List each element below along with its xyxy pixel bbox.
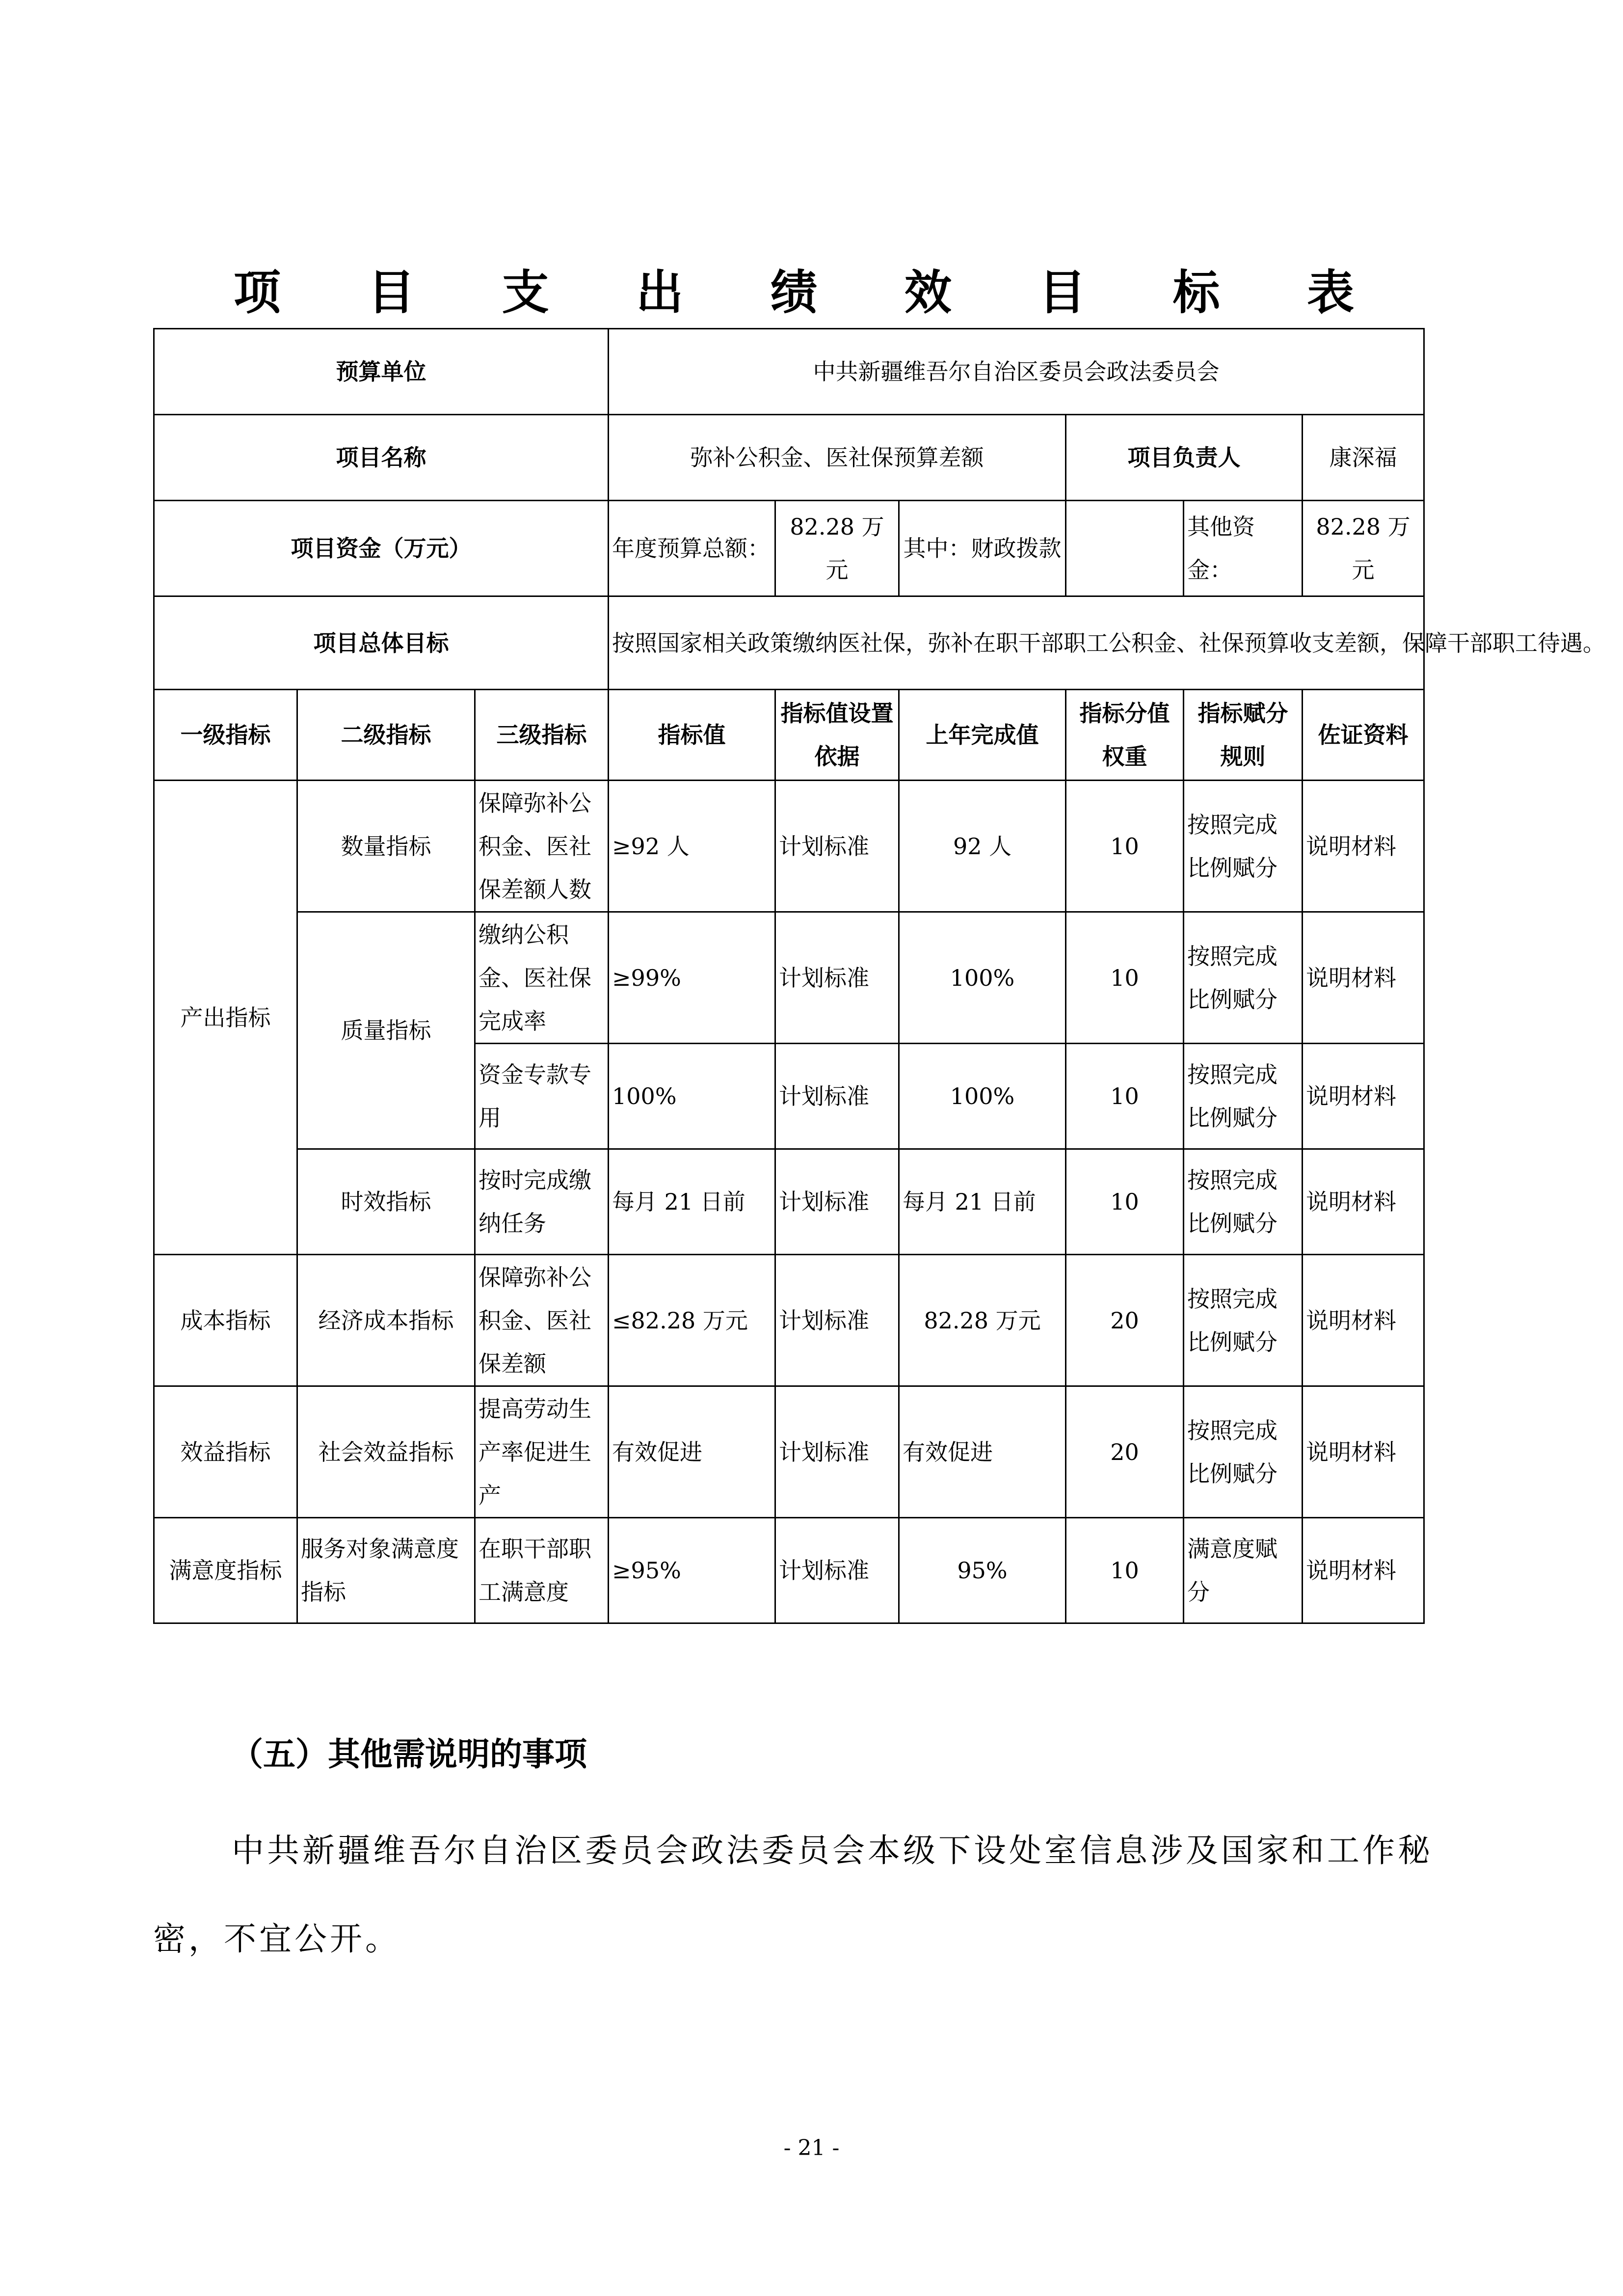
annual-budget-value: 82.28 万元 <box>775 501 899 596</box>
last-year-value: 每月 21 日前 <box>899 1149 1066 1255</box>
level3-indicator: 保障弥补公积金、医社保差额 <box>475 1255 609 1386</box>
level3-indicator: 在职干部职工满意度 <box>475 1518 609 1623</box>
project-name-label: 项目名称 <box>154 415 609 501</box>
header-weight: 指标分值权重 <box>1066 690 1184 781</box>
level1-output: 产出指标 <box>154 781 297 1255</box>
indicator-basis: 计划标准 <box>775 1518 899 1623</box>
level1-satisfaction: 满意度指标 <box>154 1518 297 1623</box>
header-value: 指标值 <box>609 690 775 781</box>
last-year-value: 有效促进 <box>899 1386 1066 1518</box>
indicator-value: ≤82.28 万元 <box>609 1255 775 1386</box>
level3-indicator: 按时完成缴纳任务 <box>475 1149 609 1255</box>
level2-quantity: 数量指标 <box>297 781 475 912</box>
scoring-rule: 按照完成比例赋分 <box>1184 912 1303 1044</box>
indicator-basis: 计划标准 <box>775 1255 899 1386</box>
level1-cost: 成本指标 <box>154 1255 297 1386</box>
budget-unit-row <box>154 329 1424 415</box>
last-year-value: 92 人 <box>899 781 1066 912</box>
scoring-rule: 按照完成比例赋分 <box>1184 1255 1303 1386</box>
indicator-value: ≥95% <box>609 1518 775 1623</box>
level2-social-benefit: 社会效益指标 <box>297 1386 475 1518</box>
body-paragraph: 中共新疆维吾尔自治区委员会政法委员会本级下设处室信息涉及国家和工作秘密，不宜公开。 <box>153 1832 1433 1958</box>
last-year-value: 95% <box>899 1518 1066 1623</box>
project-leader-label: 项目负责人 <box>1066 415 1303 501</box>
page-title: 项 目 支 出 绩 效 目 标 表 <box>233 265 1390 320</box>
header-level2: 二级指标 <box>297 690 475 781</box>
table-row <box>154 1518 1424 1623</box>
project-name-row <box>154 415 1424 501</box>
overall-goal-label: 项目总体目标 <box>154 596 609 690</box>
table-row <box>154 912 1424 1044</box>
indicator-weight: 10 <box>1066 1518 1184 1623</box>
evidence: 说明材料 <box>1303 1255 1424 1386</box>
evidence: 说明材料 <box>1303 1149 1424 1255</box>
level2-quality: 质量指标 <box>297 912 475 1149</box>
evidence: 说明材料 <box>1303 781 1424 912</box>
project-leader-value: 康深福 <box>1303 415 1424 501</box>
other-funds-value: 82.28 万元 <box>1303 501 1424 596</box>
last-year-value: 100% <box>899 912 1066 1044</box>
scoring-rule: 按照完成比例赋分 <box>1184 781 1303 912</box>
level2-timeliness: 时效指标 <box>297 1149 475 1255</box>
overall-goal-row <box>154 596 1424 690</box>
indicator-value: 有效促进 <box>609 1386 775 1518</box>
header-rule: 指标赋分规则 <box>1184 690 1303 781</box>
indicator-weight: 20 <box>1066 1255 1184 1386</box>
level3-indicator: 提高劳动生产率促进生产 <box>475 1386 609 1518</box>
fiscal-allocation-value <box>1066 501 1184 596</box>
budget-unit-label: 预算单位 <box>154 329 609 415</box>
table-row <box>154 1255 1424 1386</box>
indicator-basis: 计划标准 <box>775 1386 899 1518</box>
project-funds-label: 项目资金（万元） <box>154 501 609 596</box>
indicator-value: 100% <box>609 1044 775 1149</box>
fiscal-allocation-label: 其中：财政拨款 <box>899 501 1066 596</box>
header-evidence: 佐证资料 <box>1303 690 1424 781</box>
overall-goal-value: 按照国家相关政策缴纳医社保，弥补在职干部职工公积金、社保预算收支差额，保障干部职工待遇。 <box>609 596 1424 690</box>
level2-economic-cost: 经济成本指标 <box>297 1255 475 1386</box>
evidence: 说明材料 <box>1303 1518 1424 1623</box>
indicator-basis: 计划标准 <box>775 1149 899 1255</box>
budget-unit-value: 中共新疆维吾尔自治区委员会政法委员会 <box>609 329 1424 415</box>
scoring-rule: 按照完成比例赋分 <box>1184 1386 1303 1518</box>
indicator-value: 每月 21 日前 <box>609 1149 775 1255</box>
level3-indicator: 保障弥补公积金、医社保差额人数 <box>475 781 609 912</box>
scoring-rule: 按照完成比例赋分 <box>1184 1149 1303 1255</box>
header-basis: 指标值设置依据 <box>775 690 899 781</box>
header-level3: 三级指标 <box>475 690 609 781</box>
indicator-basis: 计划标准 <box>775 912 899 1044</box>
table-row <box>154 1149 1424 1255</box>
indicator-weight: 10 <box>1066 912 1184 1044</box>
indicator-basis: 计划标准 <box>775 781 899 912</box>
indicator-basis: 计划标准 <box>775 1044 899 1149</box>
level3-indicator: 资金专款专用 <box>475 1044 609 1149</box>
indicator-weight: 20 <box>1066 1386 1184 1518</box>
header-level1: 一级指标 <box>154 690 297 781</box>
page-number: - 21 - <box>783 2135 840 2161</box>
table-row <box>154 781 1424 912</box>
indicator-weight: 10 <box>1066 1044 1184 1149</box>
evidence: 说明材料 <box>1303 1044 1424 1149</box>
header-last-year: 上年完成值 <box>899 690 1066 781</box>
evidence: 说明材料 <box>1303 1386 1424 1518</box>
section-heading: （五）其他需说明的事项 <box>231 1735 587 1773</box>
table-row <box>154 1386 1424 1518</box>
scoring-rule: 满意度赋分 <box>1184 1518 1303 1623</box>
level2-service-satisfaction: 服务对象满意度指标 <box>297 1518 475 1623</box>
indicator-value: ≥92 人 <box>609 781 775 912</box>
indicator-header-row <box>154 690 1424 781</box>
last-year-value: 100% <box>899 1044 1066 1149</box>
indicator-value: ≥99% <box>609 912 775 1044</box>
other-funds-label: 其他资金： <box>1184 501 1303 596</box>
level1-benefit: 效益指标 <box>154 1386 297 1518</box>
level3-indicator: 缴纳公积金、医社保完成率 <box>475 912 609 1044</box>
performance-table <box>153 328 1606 1624</box>
project-name-value: 弥补公积金、医社保预算差额 <box>609 415 1066 501</box>
scoring-rule: 按照完成比例赋分 <box>1184 1044 1303 1149</box>
indicator-weight: 10 <box>1066 781 1184 912</box>
last-year-value: 82.28 万元 <box>899 1255 1066 1386</box>
annual-budget-label: 年度预算总额： <box>609 501 775 596</box>
evidence: 说明材料 <box>1303 912 1424 1044</box>
indicator-weight: 10 <box>1066 1149 1184 1255</box>
project-funds-row <box>154 501 1424 596</box>
